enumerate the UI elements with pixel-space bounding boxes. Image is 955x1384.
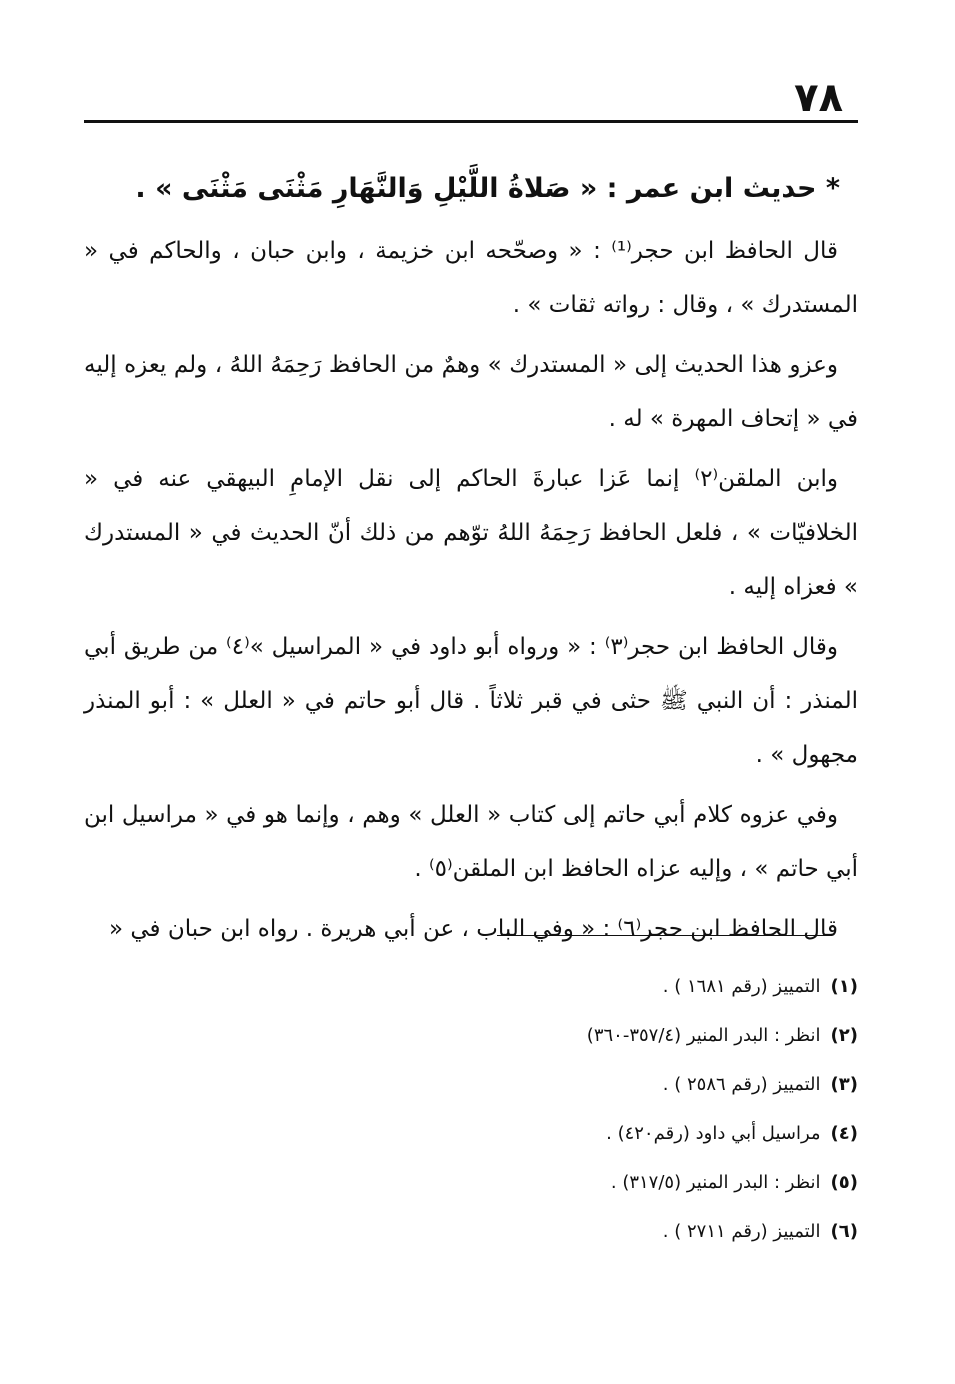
paragraph: وعزو هذا الحديث إلى « المستدرك » وهمٌ من الحافظ رَحِمَهُ اللهُ ، ولم يعزه إليه في « إتحاف المهرة » له . bbox=[84, 352, 858, 432]
footnote-number: (٣) bbox=[830, 1074, 858, 1095]
footnote-number: (٦) bbox=[830, 1221, 858, 1242]
footnote-text: التمييز (رقم ٢٥٨٦ ) . bbox=[662, 1074, 821, 1095]
footnote-text: انظر : البدر المنير (٣١٧/٥) . bbox=[610, 1172, 821, 1193]
paragraph: وابن الملقن⁽٢⁾ إنما عَزا عبارةَ الحاكم إلى نقل الإمامِ البيهقي عنه في « الخلافيّات » ، فلعل الحافظ رَحِمَهُ اللهُ توّهم من ذلك أنّ الحديث في « المستدرك » فعزاه إليه . bbox=[84, 466, 858, 600]
footnote bbox=[84, 1158, 858, 1207]
footnote bbox=[84, 1109, 858, 1158]
page-number: ٧٨ bbox=[794, 75, 843, 121]
footnote-separator bbox=[497, 935, 827, 936]
footnote bbox=[84, 1011, 858, 1060]
footnote-text: مراسيل أبي داود (رقم٤٢٠) . bbox=[606, 1123, 821, 1144]
paragraph: وقال الحافظ ابن حجر⁽٣⁾ : « ورواه أبو داود في « المراسيل »⁽٤⁾ من طريق أبي المنذر : أن النبي ﷺ حثى في قبر ثلاثاً . قال أبو حاتم في « العلل » : أبو المنذر مجهول » . bbox=[84, 634, 858, 768]
paragraph: قال الحافظ ابن حجر⁽¹⁾ : « وصحّحه ابن خزيمة ، وابن حبان ، والحاكم في « المستدرك » ، وقال : رواته ثقات » . bbox=[84, 238, 858, 318]
footnote-text: التمييز (رقم ١٦٨١ ) . bbox=[662, 976, 821, 997]
header-rule bbox=[84, 120, 858, 123]
footnotes bbox=[84, 962, 858, 1256]
hadith-heading: * حديث ابن عمر : « صَلاةُ اللَّيْلِ وَالنَّهَارِ مَثْنَى مَثْنَى » . bbox=[135, 173, 840, 204]
footnote-number: (٢) bbox=[830, 1025, 858, 1046]
paragraph: وفي عزوه كلام أبي حاتم إلى كتاب « العلل » وهم ، وإنما هو في « مراسيل ابن أبي حاتم » ، وإليه عزاه الحافظ ابن الملقن⁽٥⁾ . bbox=[84, 802, 858, 882]
footnote-number: (١) bbox=[830, 976, 858, 997]
footnote bbox=[84, 1207, 858, 1256]
main-text bbox=[84, 160, 858, 962]
footnote bbox=[84, 962, 858, 1011]
paragraph: قال الحافظ ابن حجر⁽٦⁾ : « وفي الباب ، عن أبي هريرة . رواه ابن حبان في « bbox=[108, 916, 838, 942]
footnote bbox=[84, 1060, 858, 1109]
footnote-number: (٥) bbox=[830, 1172, 858, 1193]
footnote-text: انظر : البدر المنير (٣٥٧/٤-٣٦٠) bbox=[586, 1025, 821, 1046]
footnote-text: التمييز (رقم ٢٧١١ ) . bbox=[662, 1221, 821, 1242]
footnote-number: (٤) bbox=[830, 1123, 858, 1144]
